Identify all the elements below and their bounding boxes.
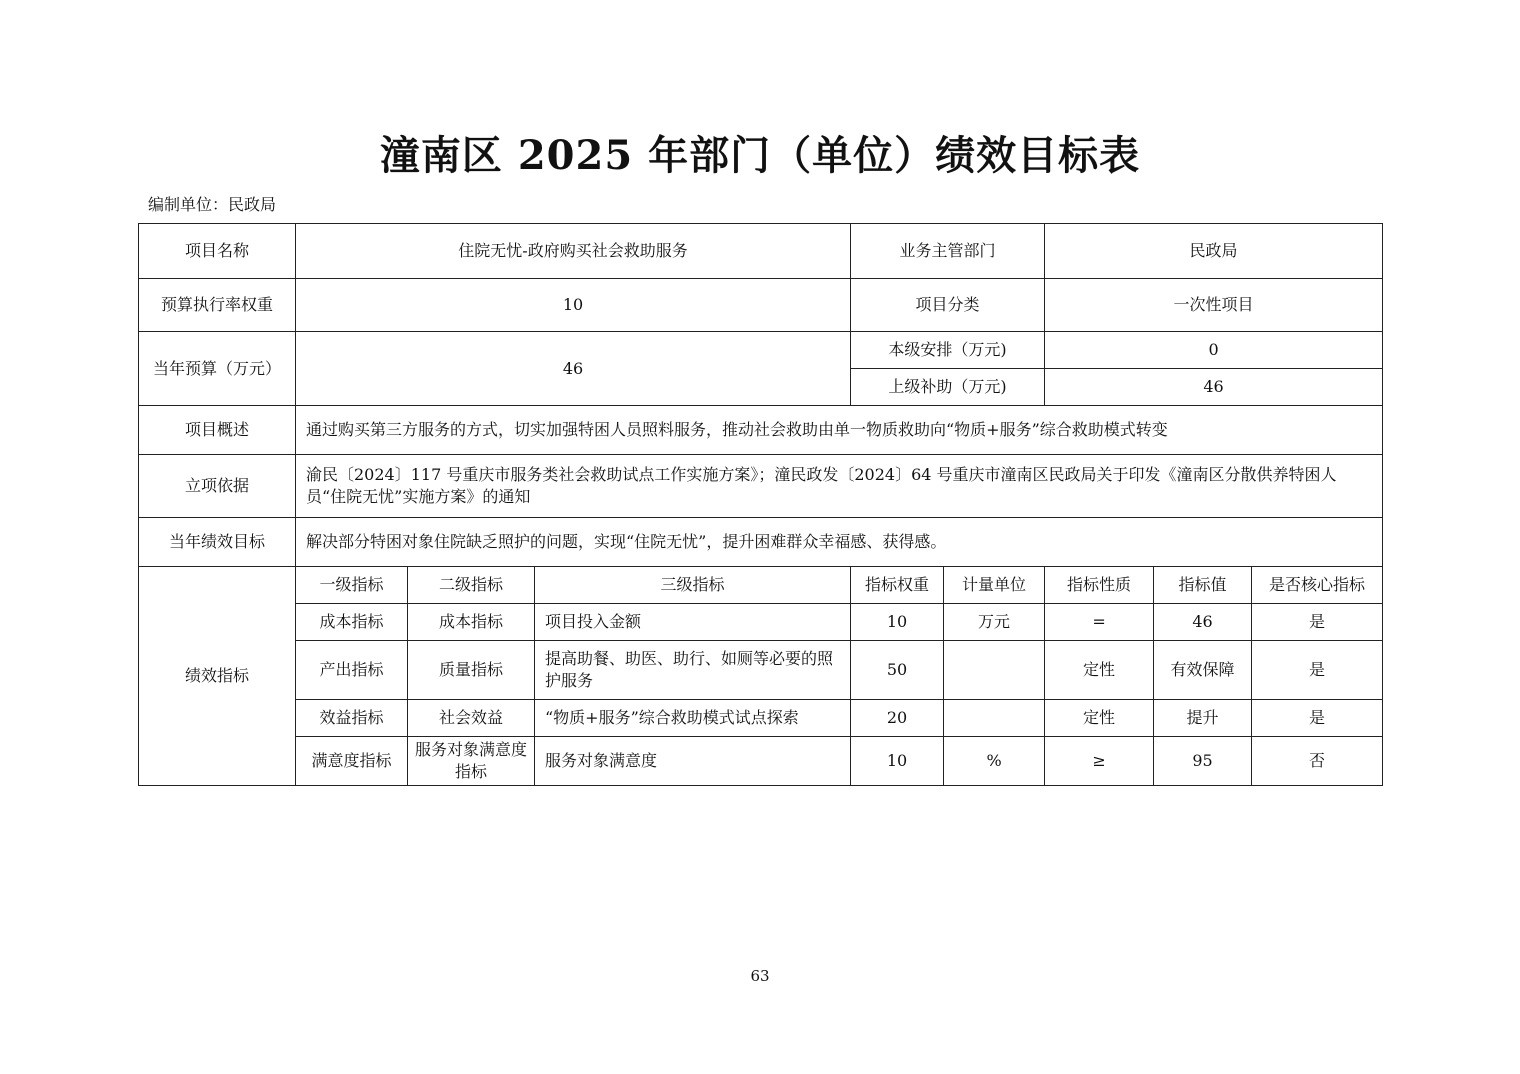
cell-unit [944,700,1045,737]
cell-level1: 满意度指标 [296,737,408,786]
cell-weight: 10 [851,737,944,786]
cell-level2: 社会效益 [408,700,535,737]
cell-core: 否 [1252,737,1383,786]
budget-label: 当年预算（万元） [139,332,296,406]
cell-core: 是 [1252,604,1383,641]
dept-label: 业务主管部门 [851,224,1045,279]
cell-core: 是 [1252,641,1383,700]
cell-unit [944,641,1045,700]
cell-value: 46 [1154,604,1252,641]
category-value: 一次性项目 [1045,279,1383,332]
overview-label: 项目概述 [139,406,296,455]
cell-nature: = [1045,604,1154,641]
header-level3: 三级指标 [535,567,851,604]
project-name-label: 项目名称 [139,224,296,279]
table-row [139,641,1383,700]
header-unit: 计量单位 [944,567,1045,604]
header-core: 是否核心指标 [1252,567,1383,604]
cell-core: 是 [1252,700,1383,737]
cell-level1: 成本指标 [296,604,408,641]
annual-goal-label: 当年绩效目标 [139,518,296,567]
cell-value: 提升 [1154,700,1252,737]
page-title: 潼南区 2025 年部门（单位）绩效目标表 [379,132,1141,179]
weight-value: 10 [296,279,851,332]
local-budget-label: 本级安排（万元) [851,332,1045,369]
compiling-unit: 编制单位：民政局 [148,195,277,214]
basis-label: 立项依据 [139,455,296,518]
local-budget-value: 0 [1045,332,1383,369]
table-row [139,604,1383,641]
cell-weight: 10 [851,604,944,641]
upper-subsidy-value: 46 [1045,369,1383,406]
cell-nature: 定性 [1045,700,1154,737]
cell-level2: 服务对象满意度指标 [408,737,535,786]
annual-goal-value: 解决部分特困对象住院缺乏照护的问题，实现“住院无忧”，提升困难群众幸福感、获得感。 [296,518,1383,567]
cell-level1: 产出指标 [296,641,408,700]
header-weight: 指标权重 [851,567,944,604]
table-row [139,737,1383,786]
page-number: 63 [750,967,770,985]
cell-level3: 项目投入金额 [535,604,851,641]
cell-level3: “物质+服务”综合救助模式试点探索 [535,700,851,737]
cell-unit: 万元 [944,604,1045,641]
cell-unit: % [944,737,1045,786]
cell-nature: ≥ [1045,737,1154,786]
cell-level2: 成本指标 [408,604,535,641]
weight-label: 预算执行率权重 [139,279,296,332]
performance-target-table [138,223,1383,786]
category-label: 项目分类 [851,279,1045,332]
table-row [139,700,1383,737]
dept-value: 民政局 [1045,224,1383,279]
overview-value: 通过购买第三方服务的方式，切实加强特困人员照料服务，推动社会救助由单一物质救助向“物质+服务”综合救助模式转变 [296,406,1383,455]
header-value: 指标值 [1154,567,1252,604]
cell-level3: 提高助餐、助医、助行、如厕等必要的照护服务 [535,641,851,700]
header-level1: 一级指标 [296,567,408,604]
upper-subsidy-label: 上级补助（万元) [851,369,1045,406]
cell-weight: 50 [851,641,944,700]
project-name-value: 住院无忧-政府购买社会救助服务 [296,224,851,279]
cell-level3: 服务对象满意度 [535,737,851,786]
budget-value: 46 [296,332,851,406]
header-nature: 指标性质 [1045,567,1154,604]
cell-weight: 20 [851,700,944,737]
cell-level2: 质量指标 [408,641,535,700]
cell-level1: 效益指标 [296,700,408,737]
cell-value: 有效保障 [1154,641,1252,700]
cell-value: 95 [1154,737,1252,786]
header-level2: 二级指标 [408,567,535,604]
cell-nature: 定性 [1045,641,1154,700]
basis-value: 渝民〔2024〕117 号重庆市服务类社会救助试点工作实施方案》；潼民政发〔2024〕64 号重庆市潼南区民政局关于印发《潼南区分散供养特困人员“住院无忧”实施方案》的通知 [296,455,1383,518]
indicators-section-label: 绩效指标 [139,567,296,786]
